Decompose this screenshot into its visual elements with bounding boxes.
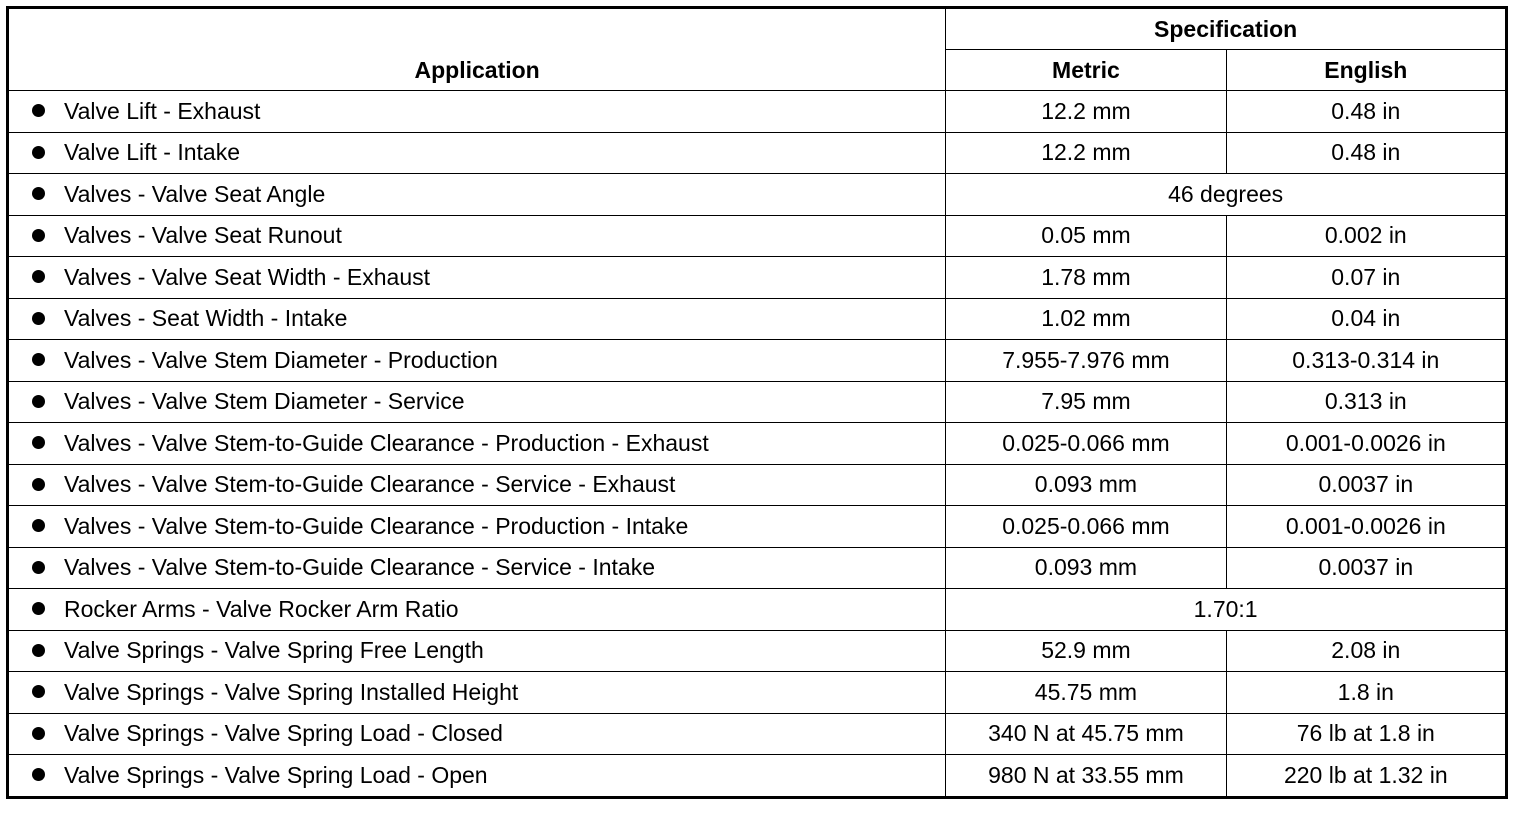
- application-text: Valves - Valve Stem Diameter - Production: [64, 346, 498, 373]
- metric-cell: 0.05 mm: [946, 215, 1226, 257]
- application-text: Valves - Valve Stem-to-Guide Clearance - Service - Exhaust: [64, 471, 676, 498]
- metric-cell: 0.093 mm: [946, 547, 1226, 589]
- application-cell: [8, 630, 946, 672]
- bullet-icon: [32, 727, 45, 740]
- bullet-icon: [32, 187, 45, 200]
- bullet-icon: [32, 768, 45, 781]
- application-text: Valve Springs - Valve Spring Installed Height: [64, 678, 519, 705]
- metric-cell: 980 N at 33.55 mm: [946, 755, 1226, 798]
- application-cell: [8, 174, 946, 216]
- combined-spec-cell: 1.70:1: [946, 589, 1507, 631]
- header-metric-label: Metric: [1052, 56, 1120, 83]
- bullet-icon: [32, 519, 45, 532]
- metric-cell: 0.025-0.066 mm: [946, 506, 1226, 548]
- metric-cell: 52.9 mm: [946, 630, 1226, 672]
- english-cell: 1.8 in: [1226, 672, 1506, 714]
- header-application-label: Application: [414, 57, 540, 83]
- application-text: Valves - Valve Seat Angle: [64, 180, 326, 207]
- english-cell: 0.07 in: [1226, 257, 1506, 299]
- english-cell: 0.313-0.314 in: [1226, 340, 1506, 382]
- bullet-icon: [32, 353, 45, 366]
- header-specification: [946, 8, 1507, 50]
- application-cell: [8, 713, 946, 755]
- bullet-icon: [32, 312, 45, 325]
- application-cell: [8, 215, 946, 257]
- table-row: [8, 755, 1507, 798]
- application-text: Valve Springs - Valve Spring Free Length: [64, 637, 484, 664]
- table-row: [8, 174, 1507, 216]
- table-row: [8, 672, 1507, 714]
- table-row: [8, 215, 1507, 257]
- application-cell: [8, 506, 946, 548]
- metric-cell: 0.093 mm: [946, 464, 1226, 506]
- english-cell: 76 lb at 1.8 in: [1226, 713, 1506, 755]
- application-text: Valves - Valve Stem-to-Guide Clearance - Service - Intake: [64, 554, 655, 581]
- table-row: [8, 423, 1507, 465]
- bullet-icon: [32, 478, 45, 491]
- metric-cell: 7.95 mm: [946, 381, 1226, 423]
- metric-cell: 45.75 mm: [946, 672, 1226, 714]
- application-cell: [8, 257, 946, 299]
- english-cell: 0.001-0.0026 in: [1226, 423, 1506, 465]
- bullet-icon: [32, 436, 45, 449]
- metric-cell: 0.025-0.066 mm: [946, 423, 1226, 465]
- table-row: [8, 298, 1507, 340]
- bullet-icon: [32, 146, 45, 159]
- table-row: [8, 132, 1507, 174]
- english-cell: 0.313 in: [1226, 381, 1506, 423]
- header-english-label: English: [1324, 56, 1408, 83]
- metric-cell: 340 N at 45.75 mm: [946, 713, 1226, 755]
- combined-spec-cell: 46 degrees: [946, 174, 1507, 216]
- metric-cell: 7.955-7.976 mm: [946, 340, 1226, 382]
- table-row: [8, 547, 1507, 589]
- bullet-icon: [32, 561, 45, 574]
- english-cell: 0.48 in: [1226, 91, 1506, 133]
- table-row: [8, 340, 1507, 382]
- table-row: [8, 91, 1507, 133]
- table-row: [8, 257, 1507, 299]
- english-cell: 0.0037 in: [1226, 464, 1506, 506]
- application-text: Valves - Valve Seat Runout: [64, 222, 342, 249]
- table-row: [8, 589, 1507, 631]
- metric-cell: 12.2 mm: [946, 132, 1226, 174]
- header-english: [1226, 50, 1506, 91]
- application-cell: [8, 381, 946, 423]
- metric-cell: 12.2 mm: [946, 91, 1226, 133]
- english-cell: 0.002 in: [1226, 215, 1506, 257]
- english-cell: 220 lb at 1.32 in: [1226, 755, 1506, 798]
- table-row: [8, 713, 1507, 755]
- application-cell: [8, 589, 946, 631]
- application-cell: [8, 547, 946, 589]
- english-cell: 0.0037 in: [1226, 547, 1506, 589]
- application-text: Valve Lift - Intake: [64, 139, 240, 166]
- metric-cell: 1.78 mm: [946, 257, 1226, 299]
- table-row: [8, 464, 1507, 506]
- english-cell: 2.08 in: [1226, 630, 1506, 672]
- bullet-icon: [32, 104, 45, 117]
- application-cell: [8, 755, 946, 798]
- bullet-icon: [32, 270, 45, 283]
- english-cell: 0.001-0.0026 in: [1226, 506, 1506, 548]
- application-text: Valve Lift - Exhaust: [64, 97, 261, 124]
- header-specification-label: Specification: [1154, 15, 1298, 42]
- bullet-icon: [32, 685, 45, 698]
- table-row: [8, 630, 1507, 672]
- bullet-icon: [32, 602, 45, 615]
- application-text: Valves - Valve Stem Diameter - Service: [64, 388, 465, 415]
- specification-table: [6, 6, 1508, 799]
- application-text: Valves - Valve Stem-to-Guide Clearance - Production - Exhaust: [64, 429, 709, 456]
- application-text: Valve Springs - Valve Spring Load - Closed: [64, 720, 503, 747]
- table-body: [8, 91, 1507, 798]
- application-text: Rocker Arms - Valve Rocker Arm Ratio: [64, 595, 459, 622]
- application-cell: [8, 298, 946, 340]
- application-text: Valves - Valve Seat Width - Exhaust: [64, 263, 431, 290]
- application-cell: [8, 340, 946, 382]
- application-cell: [8, 91, 946, 133]
- bullet-icon: [32, 644, 45, 657]
- table-row: [8, 506, 1507, 548]
- table-row: [8, 381, 1507, 423]
- bullet-icon: [32, 395, 45, 408]
- application-text: Valve Springs - Valve Spring Load - Open: [64, 761, 488, 788]
- bullet-icon: [32, 229, 45, 242]
- application-text: Valves - Seat Width - Intake: [64, 305, 348, 332]
- application-cell: [8, 672, 946, 714]
- header-application: [8, 8, 946, 91]
- metric-cell: 1.02 mm: [946, 298, 1226, 340]
- english-cell: 0.48 in: [1226, 132, 1506, 174]
- application-cell: [8, 423, 946, 465]
- application-text: Valves - Valve Stem-to-Guide Clearance - Production - Intake: [64, 512, 689, 539]
- header-row-top: [8, 8, 1507, 50]
- header-metric: [946, 50, 1226, 91]
- application-cell: [8, 464, 946, 506]
- application-cell: [8, 132, 946, 174]
- english-cell: 0.04 in: [1226, 298, 1506, 340]
